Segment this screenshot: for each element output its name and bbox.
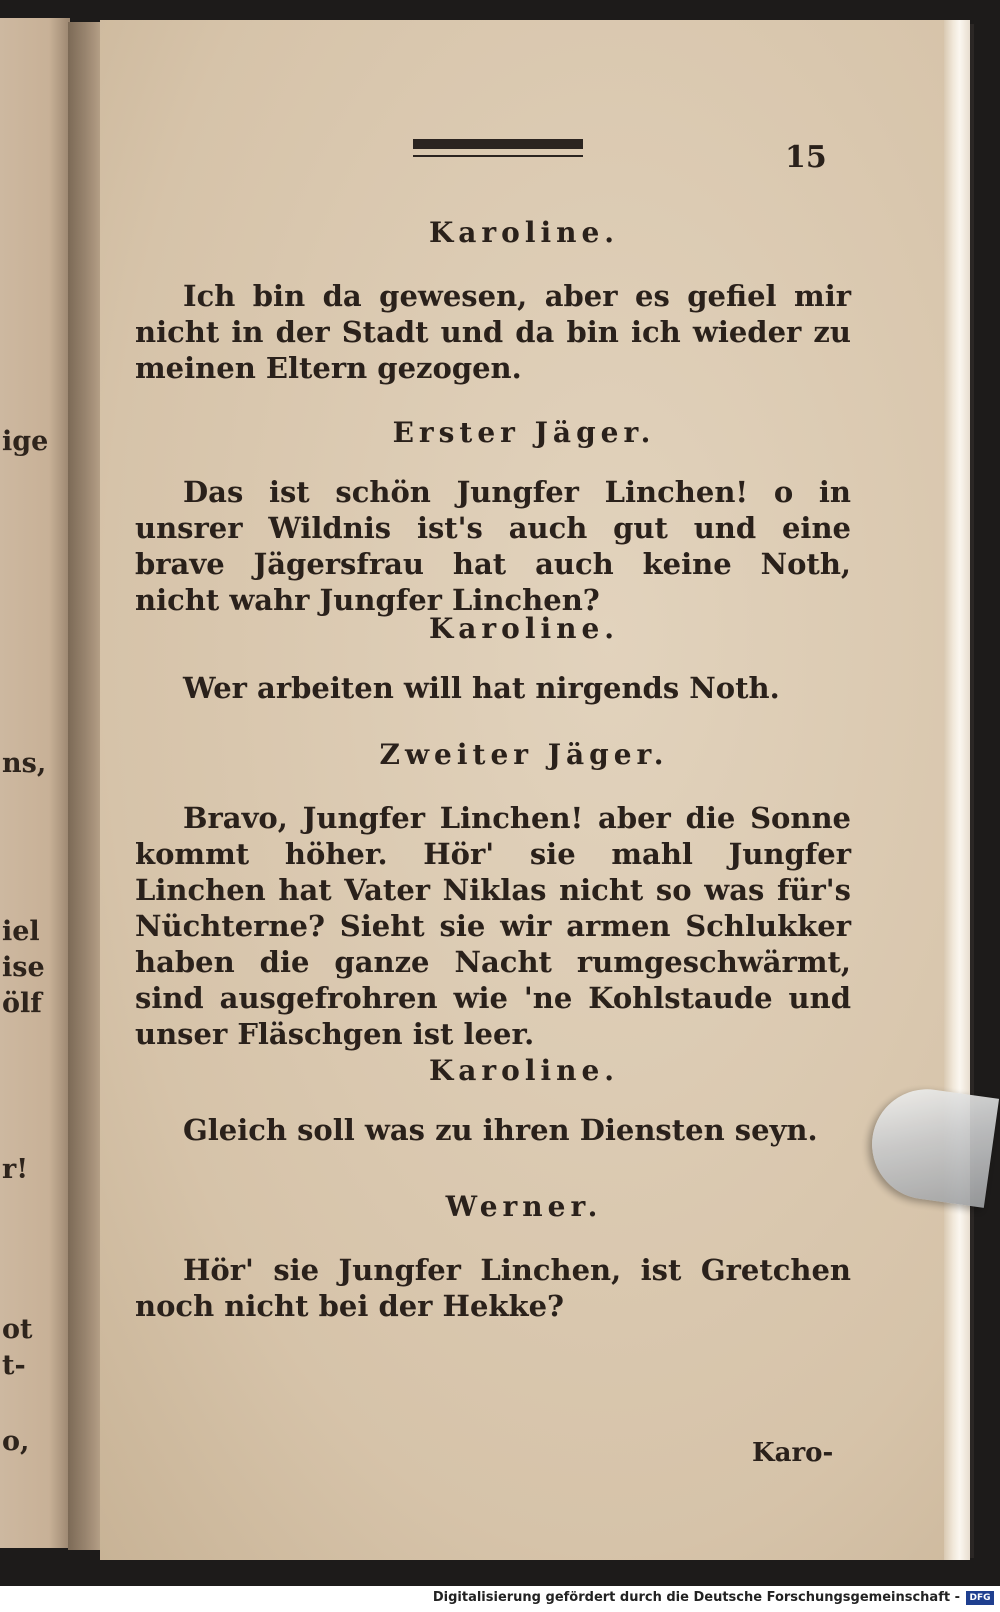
- left-page-edge: [0, 18, 70, 1548]
- left-page-fragment: t-: [2, 1350, 26, 1381]
- page-edge: [944, 20, 970, 1560]
- left-page-fragment: ölf: [2, 988, 42, 1019]
- page-number: 15: [785, 140, 827, 175]
- left-page-fragment: r!: [2, 1154, 29, 1185]
- footer-credit: Digitalisierung gefördert durch die Deutsche Forschungsgemeinschaft -: [432, 1590, 960, 1605]
- speech-text: Bravo, Jungfer Linchen! aber die Sonne kommt höher. Hör' sie mahl Jungfer Linchen hat Vater Niklas nicht so was für's Nüchterne? Sieht sie wir armen Schlukker haben die ganze Nacht rumgeschwärmt, sind ausgefrohren wie 'ne Kohlstaude und unser Fläschgen ist leer.: [135, 801, 851, 1051]
- book-page: [100, 20, 948, 1560]
- digitization-footer: [0, 1586, 1000, 1612]
- speaker-name: Werner.: [445, 1190, 603, 1223]
- catchword: Karo-: [752, 1438, 834, 1468]
- speech-text: Wer arbeiten will hat nirgends Noth.: [183, 671, 780, 705]
- speech-text: Hör' sie Jungfer Linchen, ist Gretchen noch nicht bei der Hekke?: [135, 1253, 851, 1323]
- book-gutter: [68, 22, 102, 1550]
- speech-text: Ich bin da gewesen, aber es gefiel mir nicht in der Stadt und da bin ich wieder zu meinen Eltern gezogen.: [135, 279, 851, 385]
- page-edge-shadow: [970, 24, 974, 1558]
- left-page-fragment: ns,: [2, 748, 47, 779]
- left-page-fragment: ise: [2, 952, 45, 983]
- dfg-logo-icon: DFG: [966, 1591, 994, 1605]
- speaker-name: Karoline.: [428, 612, 620, 645]
- speaker-name: Karoline.: [428, 216, 620, 249]
- left-page-fragment: o,: [2, 1426, 30, 1457]
- speaker-name: Karoline.: [428, 1054, 620, 1087]
- header-rule-thin: [413, 155, 583, 157]
- speaker-name: Erster Jäger.: [392, 416, 656, 449]
- left-page-fragment: ot: [2, 1314, 33, 1345]
- header-rule-thick: [413, 139, 583, 149]
- speaker-name: Zweiter Jäger.: [379, 738, 669, 771]
- left-page-fragment: iel: [2, 916, 40, 947]
- speech-text: Das ist schön Jungfer Linchen! o in unsrer Wildnis ist's auch gut und eine brave Jägersfrau hat auch keine Noth, nicht wahr Jungfer Linchen?: [135, 475, 851, 617]
- left-page-fragment: ige: [2, 426, 49, 457]
- speech-text: Gleich soll was zu ihren Diensten seyn.: [183, 1113, 818, 1147]
